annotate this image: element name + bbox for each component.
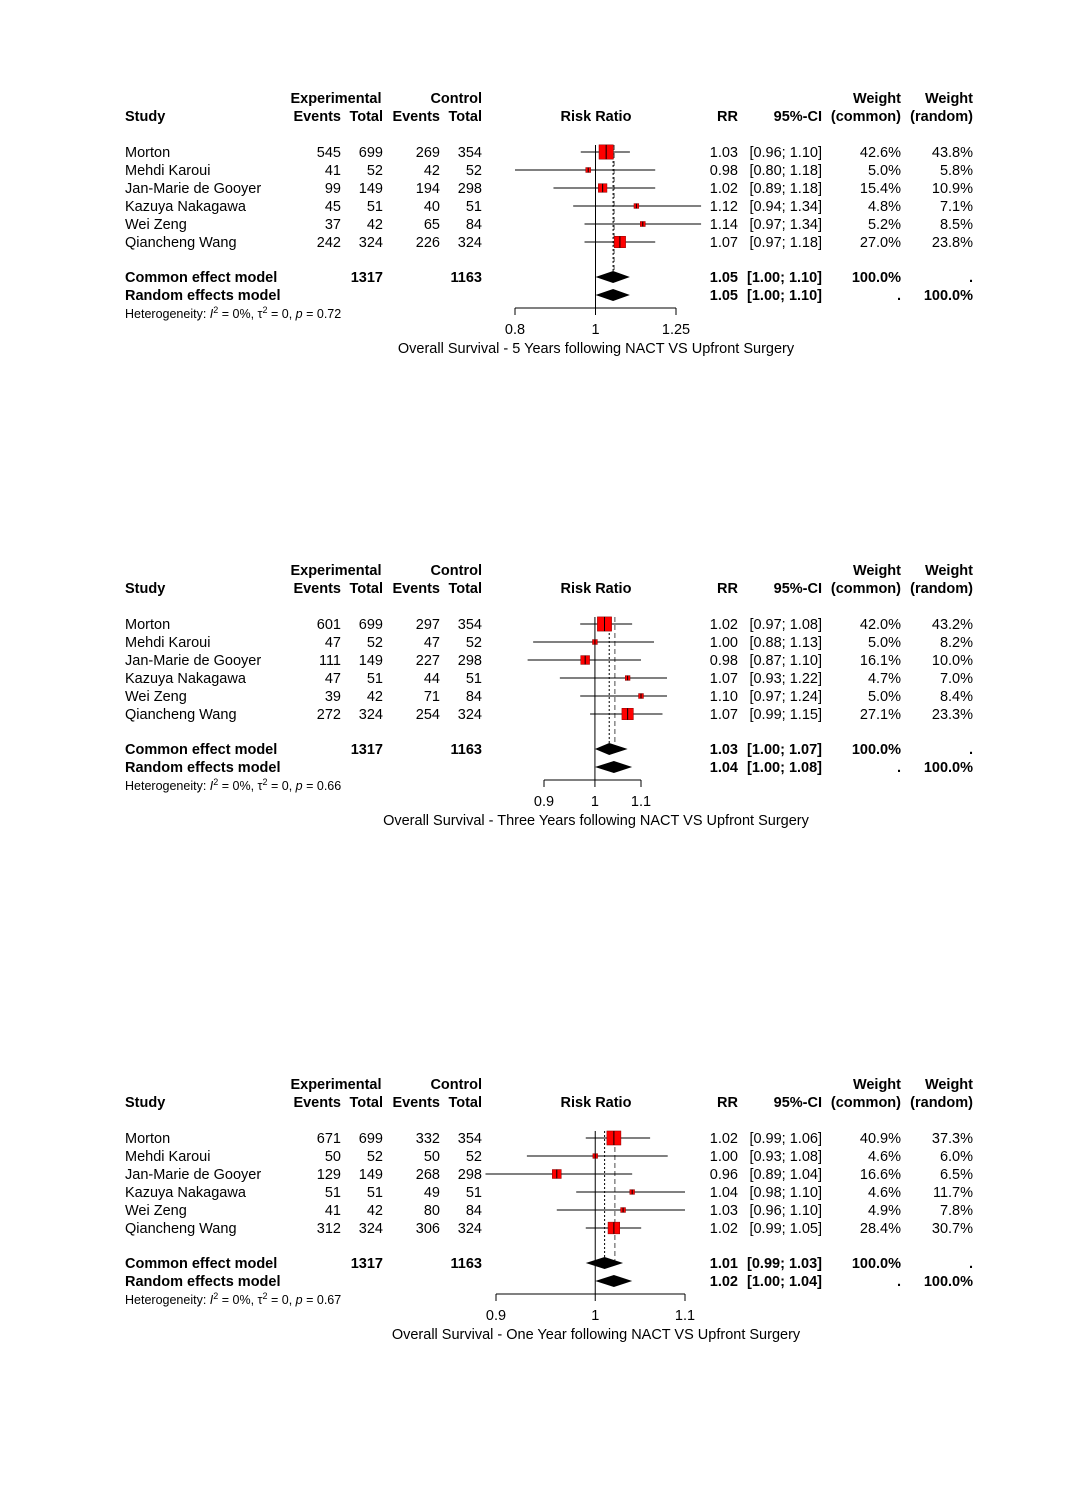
study-name: Kazuya Nakagawa bbox=[125, 199, 246, 215]
study-name: Kazuya Nakagawa bbox=[125, 671, 246, 687]
ctrl-total: 324 bbox=[457, 235, 482, 251]
ctrl-total: 324 bbox=[457, 1221, 482, 1237]
heterogeneity-part: 2 bbox=[213, 305, 219, 315]
exp-events: 545 bbox=[316, 145, 341, 161]
common-effect-label: Common effect model bbox=[125, 742, 278, 758]
study-name: Qiancheng Wang bbox=[125, 235, 237, 251]
x-tick-label: 1.1 bbox=[674, 1308, 696, 1324]
header-study: Study bbox=[125, 109, 166, 125]
common-rr: 1.01 bbox=[709, 1256, 738, 1272]
study-name: Jan-Marie de Gooyer bbox=[125, 181, 262, 197]
weight-common: 42.0% bbox=[859, 617, 901, 633]
exp-total: 699 bbox=[358, 1131, 383, 1147]
heterogeneity-part: = 0, bbox=[267, 779, 296, 793]
ctrl-total: 52 bbox=[465, 1149, 482, 1165]
heterogeneity-part: I bbox=[209, 1293, 214, 1307]
header-ctrl-events: Events bbox=[392, 581, 440, 597]
ctrl-events: 50 bbox=[423, 1149, 440, 1165]
header-rr: RR bbox=[717, 109, 738, 125]
heterogeneity-part: 2 bbox=[213, 777, 219, 787]
header-weight-random: Weight bbox=[924, 1077, 973, 1093]
weight-common: 16.6% bbox=[859, 1167, 901, 1183]
ctrl-events: 44 bbox=[423, 671, 440, 687]
weight-random: 7.1% bbox=[939, 199, 973, 215]
exp-events: 242 bbox=[316, 235, 341, 251]
rr-value: 1.00 bbox=[709, 635, 738, 651]
exp-total: 42 bbox=[366, 689, 383, 705]
x-tick-label: 1.25 bbox=[661, 322, 691, 338]
common-rr: 1.03 bbox=[709, 742, 738, 758]
ci-value: [0.97; 1.34] bbox=[749, 217, 822, 233]
heterogeneity-part: = 0.66 bbox=[302, 779, 342, 793]
rr-value: 1.10 bbox=[709, 689, 738, 705]
random-weight-common: . bbox=[896, 760, 901, 776]
ctrl-total: 51 bbox=[465, 199, 482, 215]
random-weight-common: . bbox=[896, 1274, 901, 1290]
ci-value: [0.93; 1.22] bbox=[749, 671, 822, 687]
header-risk-ratio: Risk Ratio bbox=[560, 581, 632, 597]
common-weight-random: . bbox=[968, 742, 973, 758]
weight-random: 43.2% bbox=[931, 617, 973, 633]
weight-random: 10.0% bbox=[931, 653, 973, 669]
common-weight-common: 100.0% bbox=[851, 270, 901, 286]
forest-plot-5-years bbox=[0, 84, 1088, 384]
header-control: Control bbox=[430, 563, 482, 579]
exp-total: 324 bbox=[358, 707, 383, 723]
common-weight-common: 100.0% bbox=[851, 1256, 901, 1272]
heterogeneity-part: τ bbox=[257, 1293, 263, 1307]
heterogeneity-part: 2 bbox=[262, 305, 268, 315]
exp-total: 42 bbox=[366, 217, 383, 233]
weight-random: 5.8% bbox=[939, 163, 973, 179]
ci-value: [0.97; 1.08] bbox=[749, 617, 822, 633]
common-effect-diamond bbox=[595, 743, 628, 755]
study-name: Mehdi Karoui bbox=[125, 163, 211, 179]
exp-events: 47 bbox=[324, 635, 341, 651]
study-name: Kazuya Nakagawa bbox=[125, 1185, 246, 1201]
heterogeneity-part: τ bbox=[257, 307, 263, 321]
common-exp-total: 1317 bbox=[350, 1256, 383, 1272]
header-study: Study bbox=[125, 581, 166, 597]
random-effects-diamond bbox=[595, 1275, 632, 1287]
ctrl-events: 47 bbox=[423, 635, 440, 651]
weight-common: 4.8% bbox=[867, 199, 901, 215]
exp-events: 99 bbox=[324, 181, 341, 197]
exp-events: 47 bbox=[324, 671, 341, 687]
common-weight-random: . bbox=[968, 270, 973, 286]
exp-total: 149 bbox=[358, 653, 383, 669]
weight-common: 4.6% bbox=[867, 1185, 901, 1201]
heterogeneity-part: = 0%, bbox=[218, 307, 258, 321]
exp-events: 671 bbox=[316, 1131, 341, 1147]
random-rr: 1.05 bbox=[709, 288, 738, 304]
ctrl-total: 298 bbox=[457, 181, 482, 197]
ctrl-events: 332 bbox=[415, 1131, 440, 1147]
random-weight-random: 100.0% bbox=[923, 760, 973, 776]
common-rr: 1.05 bbox=[709, 270, 738, 286]
heterogeneity-text bbox=[125, 1291, 341, 1307]
ctrl-total: 51 bbox=[465, 671, 482, 687]
exp-total: 42 bbox=[366, 1203, 383, 1219]
ci-value: [0.89; 1.18] bbox=[749, 181, 822, 197]
heterogeneity-part: I bbox=[209, 307, 214, 321]
heterogeneity-part: 2 bbox=[262, 1291, 268, 1301]
heterogeneity-text bbox=[125, 305, 341, 321]
ctrl-total: 51 bbox=[465, 1185, 482, 1201]
ctrl-total: 298 bbox=[457, 1167, 482, 1183]
ctrl-events: 194 bbox=[415, 181, 440, 197]
forest-plot-svg bbox=[0, 84, 1088, 384]
common-ctrl-total: 1163 bbox=[450, 270, 482, 286]
weight-common: 4.7% bbox=[867, 671, 901, 687]
header-study: Study bbox=[125, 1095, 166, 1111]
rr-value: 1.02 bbox=[709, 181, 738, 197]
weight-common: 5.0% bbox=[867, 163, 901, 179]
exp-total: 52 bbox=[366, 635, 383, 651]
x-tick-label: 1 bbox=[591, 1308, 600, 1324]
exp-events: 601 bbox=[316, 617, 341, 633]
weight-random: 11.7% bbox=[932, 1185, 973, 1201]
weight-random: 30.7% bbox=[931, 1221, 973, 1237]
study-name: Wei Zeng bbox=[125, 689, 187, 705]
rr-value: 1.12 bbox=[709, 199, 738, 215]
random-ci: [1.00; 1.08] bbox=[747, 760, 822, 776]
header-random: (random) bbox=[910, 581, 973, 597]
x-axis-label: Overall Survival - 5 Years following NACT VS Upfront Surgery bbox=[397, 341, 795, 357]
ci-value: [0.96; 1.10] bbox=[749, 145, 822, 161]
weight-random: 23.3% bbox=[931, 707, 973, 723]
random-ci: [1.00; 1.10] bbox=[747, 288, 822, 304]
header-risk-ratio: Risk Ratio bbox=[560, 109, 632, 125]
rr-value: 0.96 bbox=[709, 1167, 738, 1183]
header-weight-common: Weight bbox=[852, 563, 901, 579]
exp-total: 51 bbox=[366, 671, 383, 687]
exp-events: 129 bbox=[316, 1167, 341, 1183]
rr-value: 1.03 bbox=[709, 145, 738, 161]
study-name: Qiancheng Wang bbox=[125, 707, 237, 723]
weight-common: 40.9% bbox=[859, 1131, 901, 1147]
ctrl-total: 84 bbox=[465, 689, 482, 705]
study-name: Qiancheng Wang bbox=[125, 1221, 237, 1237]
weight-random: 8.2% bbox=[939, 635, 973, 651]
weight-random: 6.5% bbox=[939, 1167, 973, 1183]
ci-value: [0.97; 1.18] bbox=[749, 235, 822, 251]
forest-plot-1-year bbox=[0, 1070, 1088, 1370]
header-ctrl-total: Total bbox=[448, 581, 482, 597]
heterogeneity-part: = 0%, bbox=[218, 1293, 258, 1307]
random-rr: 1.02 bbox=[709, 1274, 738, 1290]
weight-random: 10.9% bbox=[931, 181, 973, 197]
rr-value: 1.14 bbox=[709, 217, 738, 233]
weight-common: 4.6% bbox=[867, 1149, 901, 1165]
ctrl-events: 297 bbox=[415, 617, 440, 633]
forest-plot-3-years bbox=[0, 556, 1088, 856]
header-ctrl-total: Total bbox=[448, 109, 482, 125]
rr-value: 1.00 bbox=[709, 1149, 738, 1165]
common-exp-total: 1317 bbox=[350, 742, 383, 758]
random-rr: 1.04 bbox=[709, 760, 738, 776]
ci-value: [0.87; 1.10] bbox=[749, 653, 822, 669]
random-effects-diamond bbox=[595, 761, 632, 773]
header-common: (common) bbox=[830, 109, 901, 125]
study-name: Wei Zeng bbox=[125, 1203, 187, 1219]
weight-random: 8.4% bbox=[939, 689, 973, 705]
rr-value: 0.98 bbox=[709, 163, 738, 179]
exp-events: 272 bbox=[316, 707, 341, 723]
ci-value: [0.99; 1.15] bbox=[749, 707, 822, 723]
heterogeneity-part: 2 bbox=[262, 777, 268, 787]
rr-value: 1.04 bbox=[709, 1185, 738, 1201]
random-effects-diamond bbox=[596, 289, 630, 301]
header-common: (common) bbox=[830, 581, 901, 597]
header-common: (common) bbox=[830, 1095, 901, 1111]
ctrl-events: 227 bbox=[415, 653, 440, 669]
common-weight-random: . bbox=[968, 1256, 973, 1272]
header-ci: 95%-CI bbox=[773, 1095, 822, 1111]
exp-events: 37 bbox=[324, 217, 341, 233]
ctrl-events: 226 bbox=[415, 235, 440, 251]
heterogeneity-part: p bbox=[295, 1293, 303, 1307]
common-ctrl-total: 1163 bbox=[450, 742, 482, 758]
heterogeneity-text bbox=[125, 777, 341, 793]
header-rr: RR bbox=[717, 1095, 738, 1111]
heterogeneity-part: = 0, bbox=[267, 1293, 296, 1307]
header-control: Control bbox=[430, 1077, 482, 1093]
study-name: Jan-Marie de Gooyer bbox=[125, 653, 262, 669]
ci-value: [0.98; 1.10] bbox=[749, 1185, 822, 1201]
heterogeneity-part: = 0, bbox=[267, 307, 296, 321]
header-ci: 95%-CI bbox=[773, 109, 822, 125]
header-ctrl-events: Events bbox=[392, 109, 440, 125]
rr-value: 1.07 bbox=[709, 707, 738, 723]
header-random: (random) bbox=[910, 1095, 973, 1111]
header-exp-events: Events bbox=[293, 581, 341, 597]
weight-common: 5.2% bbox=[867, 217, 901, 233]
ctrl-total: 84 bbox=[465, 1203, 482, 1219]
exp-events: 50 bbox=[324, 1149, 341, 1165]
exp-events: 41 bbox=[324, 163, 341, 179]
header-weight-common: Weight bbox=[852, 1077, 901, 1093]
common-exp-total: 1317 bbox=[350, 270, 383, 286]
ci-value: [0.88; 1.13] bbox=[749, 635, 822, 651]
common-effect-label: Common effect model bbox=[125, 270, 278, 286]
heterogeneity-part: Heterogeneity: bbox=[125, 1293, 210, 1307]
weight-random: 23.8% bbox=[931, 235, 973, 251]
ctrl-total: 84 bbox=[465, 217, 482, 233]
weight-common: 4.9% bbox=[867, 1203, 901, 1219]
weight-random: 6.0% bbox=[939, 1149, 973, 1165]
exp-total: 52 bbox=[366, 1149, 383, 1165]
x-tick-label: 1.1 bbox=[630, 794, 652, 810]
rr-value: 1.07 bbox=[709, 671, 738, 687]
weight-random: 8.5% bbox=[939, 217, 973, 233]
random-weight-random: 100.0% bbox=[923, 1274, 973, 1290]
ci-value: [0.97; 1.24] bbox=[749, 689, 822, 705]
rr-value: 1.02 bbox=[709, 1131, 738, 1147]
weight-common: 5.0% bbox=[867, 689, 901, 705]
heterogeneity-part: I bbox=[209, 779, 214, 793]
header-weight-common: Weight bbox=[852, 91, 901, 107]
header-control: Control bbox=[430, 91, 482, 107]
ctrl-total: 354 bbox=[457, 145, 482, 161]
exp-events: 111 bbox=[318, 653, 341, 669]
study-name: Morton bbox=[125, 617, 171, 633]
ctrl-total: 354 bbox=[457, 617, 482, 633]
header-ci: 95%-CI bbox=[773, 581, 822, 597]
exp-total: 699 bbox=[358, 145, 383, 161]
ci-value: [0.96; 1.10] bbox=[749, 1203, 822, 1219]
rr-value: 1.02 bbox=[709, 617, 738, 633]
heterogeneity-part: Heterogeneity: bbox=[125, 307, 210, 321]
study-name: Mehdi Karoui bbox=[125, 1149, 211, 1165]
ctrl-total: 52 bbox=[465, 635, 482, 651]
common-effect-label: Common effect model bbox=[125, 1256, 278, 1272]
exp-events: 45 bbox=[324, 199, 341, 215]
rr-value: 1.07 bbox=[709, 235, 738, 251]
weight-common: 16.1% bbox=[859, 653, 901, 669]
heterogeneity-part: p bbox=[295, 779, 303, 793]
common-ci: [0.99; 1.03] bbox=[747, 1256, 822, 1272]
ctrl-total: 354 bbox=[457, 1131, 482, 1147]
forest-plot-svg bbox=[0, 556, 1088, 856]
header-random: (random) bbox=[910, 109, 973, 125]
ctrl-total: 298 bbox=[457, 653, 482, 669]
weight-random: 43.8% bbox=[931, 145, 973, 161]
random-weight-common: . bbox=[896, 288, 901, 304]
ci-value: [0.99; 1.06] bbox=[749, 1131, 822, 1147]
header-rr: RR bbox=[717, 581, 738, 597]
exp-total: 149 bbox=[358, 1167, 383, 1183]
study-name: Morton bbox=[125, 145, 171, 161]
common-effect-diamond bbox=[596, 271, 630, 283]
heterogeneity-part: Heterogeneity: bbox=[125, 779, 210, 793]
weight-common: 42.6% bbox=[859, 145, 901, 161]
random-ci: [1.00; 1.04] bbox=[747, 1274, 822, 1290]
x-tick-label: 1 bbox=[591, 322, 600, 338]
exp-total: 324 bbox=[358, 235, 383, 251]
study-name: Morton bbox=[125, 1131, 171, 1147]
heterogeneity-part: = 0.72 bbox=[302, 307, 342, 321]
study-name: Jan-Marie de Gooyer bbox=[125, 1167, 262, 1183]
header-ctrl-total: Total bbox=[448, 1095, 482, 1111]
x-tick-label: 0.9 bbox=[533, 794, 555, 810]
x-tick-label: 1 bbox=[590, 794, 599, 810]
ctrl-events: 65 bbox=[423, 217, 440, 233]
x-axis-label: Overall Survival - One Year following NACT VS Upfront Surgery bbox=[391, 1327, 801, 1343]
common-ctrl-total: 1163 bbox=[450, 1256, 482, 1272]
header-exp-total: Total bbox=[349, 1095, 383, 1111]
weight-common: 27.0% bbox=[859, 235, 901, 251]
x-tick-label: 0.9 bbox=[485, 1308, 507, 1324]
random-effects-label: Random effects model bbox=[125, 288, 281, 304]
ci-value: [0.89; 1.04] bbox=[749, 1167, 822, 1183]
x-tick-label: 0.8 bbox=[504, 322, 526, 338]
heterogeneity-part: p bbox=[295, 307, 303, 321]
random-effects-label: Random effects model bbox=[125, 760, 281, 776]
study-name: Mehdi Karoui bbox=[125, 635, 211, 651]
ci-value: [0.99; 1.05] bbox=[749, 1221, 822, 1237]
ctrl-events: 80 bbox=[423, 1203, 440, 1219]
forest-plot-svg bbox=[0, 1070, 1088, 1370]
header-exp-events: Events bbox=[293, 1095, 341, 1111]
header-exp-events: Events bbox=[293, 109, 341, 125]
ci-value: [0.93; 1.08] bbox=[749, 1149, 822, 1165]
random-weight-random: 100.0% bbox=[923, 288, 973, 304]
ctrl-events: 268 bbox=[415, 1167, 440, 1183]
weight-random: 7.8% bbox=[939, 1203, 973, 1219]
header-experimental: Experimental bbox=[290, 563, 382, 579]
header-exp-total: Total bbox=[349, 109, 383, 125]
header-weight-random: Weight bbox=[924, 91, 973, 107]
rr-value: 0.98 bbox=[709, 653, 738, 669]
exp-events: 51 bbox=[324, 1185, 341, 1201]
header-ctrl-events: Events bbox=[392, 1095, 440, 1111]
exp-events: 312 bbox=[316, 1221, 341, 1237]
common-ci: [1.00; 1.07] bbox=[747, 742, 822, 758]
ctrl-total: 52 bbox=[465, 163, 482, 179]
ctrl-total: 324 bbox=[457, 707, 482, 723]
exp-total: 324 bbox=[358, 1221, 383, 1237]
exp-events: 39 bbox=[324, 689, 341, 705]
weight-random: 37.3% bbox=[931, 1131, 973, 1147]
exp-total: 52 bbox=[366, 163, 383, 179]
ctrl-events: 71 bbox=[423, 689, 440, 705]
ci-value: [0.80; 1.18] bbox=[749, 163, 822, 179]
weight-common: 28.4% bbox=[859, 1221, 901, 1237]
ctrl-events: 254 bbox=[415, 707, 440, 723]
header-risk-ratio: Risk Ratio bbox=[560, 1095, 632, 1111]
header-experimental: Experimental bbox=[290, 91, 382, 107]
ctrl-events: 42 bbox=[423, 163, 440, 179]
heterogeneity-part: 2 bbox=[213, 1291, 219, 1301]
header-weight-random: Weight bbox=[924, 563, 973, 579]
heterogeneity-part: τ bbox=[257, 779, 263, 793]
exp-total: 51 bbox=[366, 1185, 383, 1201]
exp-total: 149 bbox=[358, 181, 383, 197]
rr-value: 1.02 bbox=[709, 1221, 738, 1237]
weight-common: 5.0% bbox=[867, 635, 901, 651]
common-ci: [1.00; 1.10] bbox=[747, 270, 822, 286]
exp-total: 699 bbox=[358, 617, 383, 633]
ctrl-events: 49 bbox=[423, 1185, 440, 1201]
x-axis-label: Overall Survival - Three Years following NACT VS Upfront Surgery bbox=[383, 813, 809, 829]
heterogeneity-part: = 0%, bbox=[218, 779, 258, 793]
rr-value: 1.03 bbox=[709, 1203, 738, 1219]
random-effects-label: Random effects model bbox=[125, 1274, 281, 1290]
ctrl-events: 40 bbox=[423, 199, 440, 215]
common-weight-common: 100.0% bbox=[851, 742, 901, 758]
common-effect-diamond bbox=[586, 1257, 623, 1269]
header-exp-total: Total bbox=[349, 581, 383, 597]
study-name: Wei Zeng bbox=[125, 217, 187, 233]
weight-common: 27.1% bbox=[859, 707, 901, 723]
weight-common: 15.4% bbox=[859, 181, 901, 197]
header-experimental: Experimental bbox=[290, 1077, 382, 1093]
ctrl-events: 306 bbox=[415, 1221, 440, 1237]
weight-random: 7.0% bbox=[939, 671, 973, 687]
ci-value: [0.94; 1.34] bbox=[749, 199, 822, 215]
ctrl-events: 269 bbox=[415, 145, 440, 161]
exp-total: 51 bbox=[366, 199, 383, 215]
exp-events: 41 bbox=[324, 1203, 341, 1219]
heterogeneity-part: = 0.67 bbox=[302, 1293, 342, 1307]
